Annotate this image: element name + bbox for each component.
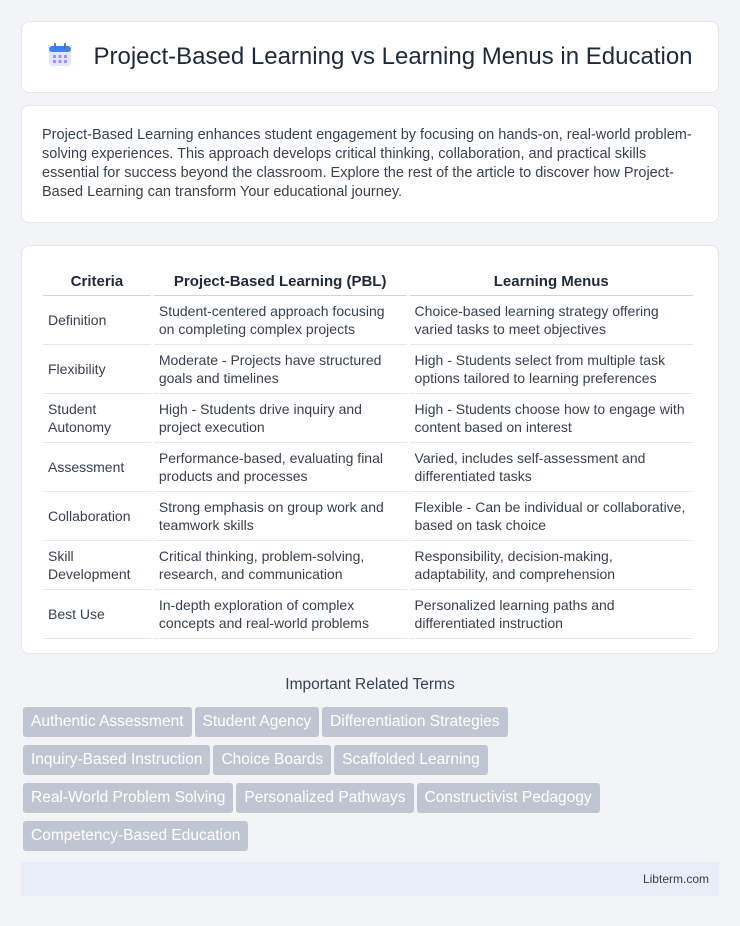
pbl-cell: In-depth exploration of complex concepts and real-world problems — [154, 590, 407, 639]
menus-cell: Personalized learning paths and differentiated instruction — [410, 590, 693, 639]
column-header: Criteria — [43, 266, 151, 296]
title-wrap — [47, 42, 692, 73]
related-term-tag[interactable]: Student Agency — [195, 707, 320, 737]
table-header-row — [43, 266, 693, 296]
pbl-cell: Moderate - Projects have structured goals and timelines — [154, 345, 407, 394]
table-row — [43, 541, 693, 590]
related-term-tag[interactable]: Differentiation Strategies — [322, 707, 507, 737]
related-term-tag[interactable]: Real-World Problem Solving — [23, 783, 233, 813]
header-card — [21, 21, 719, 93]
menus-cell: High - Students select from multiple task options tailored to learning preferences — [410, 345, 693, 394]
table-row — [43, 296, 693, 345]
pbl-cell: Performance-based, evaluating final products and processes — [154, 443, 407, 492]
intro-card — [21, 105, 719, 223]
criteria-cell: Assessment — [43, 443, 151, 492]
pbl-cell: Critical thinking, problem-solving, research, and communication — [154, 541, 407, 590]
related-term-tag[interactable]: Constructivist Pedagogy — [417, 783, 600, 813]
related-terms-tags — [23, 707, 723, 859]
pbl-cell: Student-centered approach focusing on completing complex projects — [154, 296, 407, 345]
related-term-tag[interactable]: Personalized Pathways — [236, 783, 413, 813]
criteria-cell: Skill Development — [43, 541, 151, 590]
pbl-cell: Strong emphasis on group work and teamwork skills — [154, 492, 407, 541]
criteria-cell: Student Autonomy — [43, 394, 151, 443]
comparison-table-card — [21, 245, 719, 654]
column-header: Project-Based Learning (PBL) — [154, 266, 407, 296]
criteria-cell: Collaboration — [43, 492, 151, 541]
related-terms-title: Important Related Terms — [285, 676, 455, 693]
menus-cell: Flexible - Can be individual or collaborative, based on task choice — [410, 492, 693, 541]
intro-text: Project-Based Learning enhances student engagement by focusing on hands-on, real-world problem-solving experiences. This approach develops critical thinking, collaboration, and practical skills essential for success beyond the classroom. Explore the rest of the article to discover how Project-Based Learning can transform Your educational journey. — [42, 127, 692, 200]
table-row — [43, 443, 693, 492]
table-row — [43, 394, 693, 443]
related-term-tag[interactable]: Choice Boards — [213, 745, 331, 775]
page-title: Project-Based Learning vs Learning Menus in Education — [93, 43, 693, 70]
footer — [21, 862, 719, 896]
calendar-icon — [47, 42, 73, 73]
related-term-tag[interactable]: Authentic Assessment — [23, 707, 192, 737]
menus-cell: Choice-based learning strategy offering varied tasks to meet objectives — [410, 296, 693, 345]
menus-cell: High - Students choose how to engage with content based on interest — [410, 394, 693, 443]
pbl-cell: High - Students drive inquiry and project execution — [154, 394, 407, 443]
table-row — [43, 492, 693, 541]
related-term-tag[interactable]: Competency-Based Education — [23, 821, 248, 851]
related-term-tag[interactable]: Scaffolded Learning — [334, 745, 488, 775]
footer-site-link[interactable]: Libterm.com — [642, 872, 709, 886]
column-header: Learning Menus — [410, 266, 693, 296]
criteria-cell: Best Use — [43, 590, 151, 639]
menus-cell: Responsibility, decision-making, adaptability, and comprehension — [410, 541, 693, 590]
table-row — [43, 345, 693, 394]
comparison-table — [40, 266, 696, 639]
menus-cell: Varied, includes self-assessment and differentiated tasks — [410, 443, 693, 492]
related-term-tag[interactable]: Inquiry-Based Instruction — [23, 745, 210, 775]
criteria-cell: Definition — [43, 296, 151, 345]
criteria-cell: Flexibility — [43, 345, 151, 394]
table-row — [43, 590, 693, 639]
